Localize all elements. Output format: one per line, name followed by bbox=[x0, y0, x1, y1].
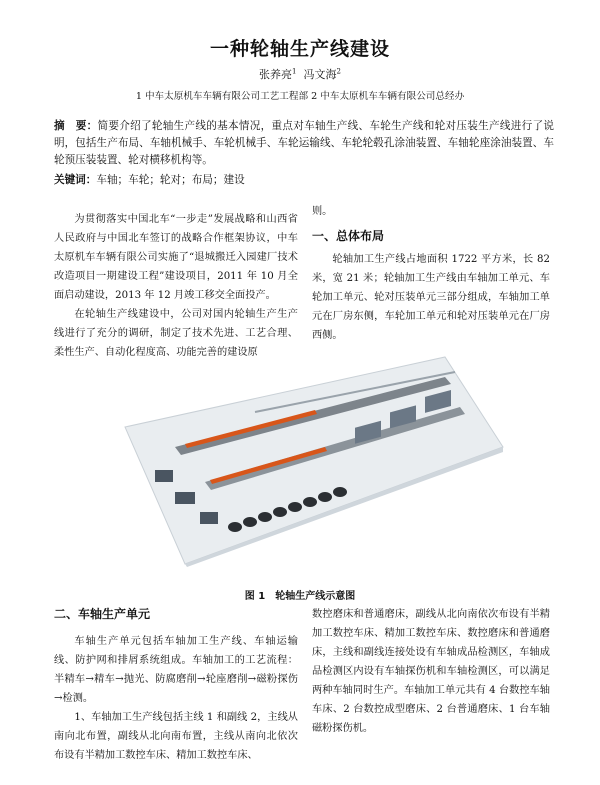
section-1-text: 轮轴加工生产线占地面积 1722 平方米，长 82 米，宽 21 米；轮轴加工生产线由车轴加工单元、车轮加工单元、轮对压装单元三部分组成，车轴加工单元在厂房东侧，车轮加工单元和轮对压装单元在厂房西侧。 bbox=[312, 254, 550, 341]
affiliation: 1 中车太原机车车辆有限公司工艺工程部 2 中车太原机车车辆有限公司总经办 bbox=[135, 91, 465, 102]
left-column-intro bbox=[54, 210, 298, 362]
abstract-label: 摘 要： bbox=[54, 120, 98, 132]
abstract bbox=[54, 118, 554, 169]
wheel-3 bbox=[258, 512, 272, 522]
press-2 bbox=[175, 492, 195, 504]
section-2-right bbox=[312, 605, 550, 738]
floor-area bbox=[125, 357, 503, 564]
author-1-sup: 1 bbox=[292, 67, 297, 76]
section-1-heading: 一、总体布局 bbox=[312, 229, 385, 243]
section-2-right-text: 数控磨床和普通磨床，副线从北向南依次布设有半精加工数控车床、精加工数控车床、数控磨床和普通磨床，主线和副线连接处设有车轴成品检测区，车轴成品检测区内设有车轴探伤机和车轴检测区，可以满足两种车轴同时生产。车轴加工单元共有 4 台数控车轴车床、2 台数控成型磨床、2 台普通磨床、1 台车轴磁粉探伤机。 bbox=[312, 609, 550, 734]
author-2-name: 冯文海 bbox=[303, 68, 337, 81]
intro-continuation: 则。 bbox=[312, 206, 333, 217]
production-line-illustration bbox=[115, 352, 505, 567]
wheel-8 bbox=[333, 487, 347, 497]
intro-paragraph-2: 在轮轴生产线建设中，公司对国内轮轴生产生产线进行了充分的调研，制定了技术先进、工艺合理、柔性生产、自动化程度高、功能完善的建设原 bbox=[54, 309, 298, 358]
section-2-left bbox=[54, 605, 298, 765]
wheel-6 bbox=[303, 497, 317, 507]
authors bbox=[0, 66, 600, 82]
wheel-7 bbox=[318, 492, 332, 502]
intro-paragraph-1: 为贯彻落实中国北车“一步走”发展战略和山西省人民政府与中国北车签订的战略合作框架协议，中车太原机车车辆有限公司实施了“退城搬迁入园建厂技术改造项目一期建设工程”建设项目，2011 年 10 月全面启动建设，2013 年 12 月竣工移交全面投产。 bbox=[54, 214, 298, 301]
figure-caption: 图 1 轮轴生产线示意图 bbox=[244, 591, 356, 602]
section-2-heading: 二、车轴生产单元 bbox=[54, 607, 151, 621]
wheel-4 bbox=[273, 507, 287, 517]
author-2-sup: 2 bbox=[336, 67, 341, 76]
wheel-1 bbox=[228, 522, 242, 532]
wheel-2 bbox=[243, 517, 257, 527]
author-1-name: 张养亮 bbox=[259, 68, 293, 81]
right-column-intro bbox=[312, 202, 550, 345]
abstract-text: 简要介绍了轮轴生产线的基本情况，重点对车轴生产线、车轮生产线和轮对压装生产线进行了说明，包括生产布局、车轴机械手、车轮机械手、车轮运输线、车轮轮毂孔涂油装置、车轴轮座涂油装置、车轮预压装装置、轮对横移机构等。 bbox=[54, 120, 555, 166]
keywords-label: 关键词： bbox=[54, 174, 97, 186]
section-2-paragraph-1: 车轴生产单元包括车轴加工生产线、车轴运输线、防护网和排屑系统组成。车轴加工的工艺流程：半精车→精车→抛光、防腐磨削→轮座磨削→磁粉探伤→检测。 bbox=[54, 636, 298, 704]
press-3 bbox=[200, 512, 218, 524]
wheel-5 bbox=[288, 502, 302, 512]
keywords bbox=[54, 172, 554, 187]
production-line-figure bbox=[115, 352, 505, 567]
press-1 bbox=[155, 470, 173, 482]
section-2-paragraph-2: 1、车轴加工生产线包括主线 1 和副线 2，主线从南向北布置，副线从北向南布置，主线从南向北依次布设有半精加工数控车床、精加工数控车床、 bbox=[54, 712, 298, 761]
keywords-text: 车轴；车轮；轮对；布局；建设 bbox=[96, 174, 245, 186]
page-title: 一种轮轴生产线建设 bbox=[209, 38, 390, 60]
